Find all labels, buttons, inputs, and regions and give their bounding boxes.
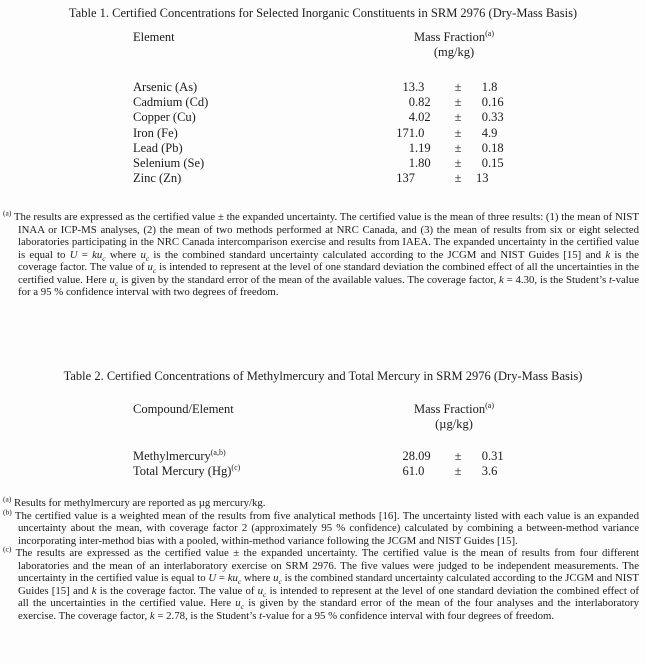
table-row [133, 95, 513, 110]
footnote-text-segment: u [140, 248, 146, 261]
footnote [3, 506, 639, 548]
mass-fraction-label: Mass Fraction [413, 402, 486, 416]
footnote-text-segment: Results for methylmercury are reported as µg mercury/kg. [14, 497, 266, 509]
element-label: Lead (Pb) [133, 140, 183, 155]
uncertainty-integer: 0 [481, 95, 488, 110]
table2-col2-header [395, 402, 513, 432]
uncertainty-fraction: .31 [488, 449, 504, 463]
table1-col2-header [395, 30, 513, 60]
footnote-marker: (c) [3, 544, 12, 554]
value-fraction: .3 [415, 80, 425, 94]
footnote-text-segment: ku [92, 248, 103, 261]
footnote-text-segment: is the coverage factor. The value of [18, 248, 639, 273]
footnote-text-segment: u [257, 584, 264, 597]
value-integer: 1 [408, 156, 415, 171]
table-row [133, 156, 513, 171]
table1-rows [133, 80, 513, 186]
footnote-text-segment: -value for a 95 % confidence interval with two degrees of freedom. [18, 273, 639, 298]
table2-title: Table 2. Certified Concentrations of Methylmercury and Total Mercury in SRM 2976 (Dry-Mass Basis) [63, 369, 583, 383]
uncertainty-integer: 13 [476, 171, 489, 186]
footnote-ref: (a) [485, 400, 495, 410]
plus-minus-sign: ± [454, 140, 462, 155]
footnote-text-segment: = 2.78, is the Student’s [154, 609, 260, 622]
plus-minus-sign: ± [454, 110, 462, 125]
element-label: Arsenic (As) [133, 80, 198, 94]
uncertainty-integer: 0 [481, 449, 488, 463]
uncertainty-fraction: .18 [488, 140, 504, 155]
footnote-text-segment: u [273, 572, 279, 584]
table-row [133, 110, 513, 125]
uncertainty-integer: 4 [481, 125, 488, 140]
footnote-text-segment: k [91, 584, 97, 597]
footnote-text-segment: u [109, 273, 115, 286]
footnote [3, 544, 640, 622]
footnote-text-segment: k [605, 248, 611, 261]
footnote-text-segment: k [149, 609, 155, 622]
footnote-text-segment: U [208, 572, 217, 584]
footnote-text-segment: The results are expressed as the certified value ± the expanded uncertainty. The certified value is the mean of three results: (1) the mean of NIST INAA or ICP-MS analyses, (2) the mean of two methods performed at NRC Canada, and (3) the mean of results from six or eight selected laboratories participating in the NRC Canada intercomparison exercise and results from IAEA. The expanded uncertainty in the certified value is equal to [13, 211, 639, 261]
footnote-text-segment: c [152, 266, 157, 276]
element-label: Selenium (Se) [133, 156, 205, 171]
uncertainty-fraction: .8 [488, 80, 498, 94]
uncertainty-fraction: .6 [488, 464, 498, 479]
table-row [133, 141, 513, 156]
footnote-text-segment: is given by the standard error of the mean of the available values. The coverage factor, [118, 273, 499, 286]
element-label: Iron (Fe) [133, 125, 178, 140]
footnote-text-segment: u [147, 261, 153, 273]
footnote-ref: (c) [231, 463, 241, 473]
footnote-text-segment: is intended to represent at the level of one standard deviation the combined effect of all the uncertainties in the certified value. Here [18, 261, 639, 286]
plus-minus-sign: ± [454, 95, 462, 110]
uncertainty-integer: 0 [481, 110, 488, 125]
footnote-text-segment: is intended to represent at the level of one standard deviation the combined effect of all the uncertainties in the certified value. Here [18, 584, 640, 609]
value-integer: 28 [402, 449, 415, 463]
uncertainty-fraction: .33 [488, 110, 504, 125]
element-label: Copper (Cu) [133, 110, 196, 125]
element-label: Zinc (Zn) [133, 171, 182, 186]
table-row [133, 80, 513, 95]
element-label: Methylmercury$^{(a,b)}$ [133, 447, 226, 463]
footnote-text-segment: = [216, 572, 228, 584]
footnote-text-segment: c [114, 278, 119, 288]
table1-col1-header: Element [133, 30, 175, 44]
table2-col1-header: Compound/Element [133, 402, 234, 416]
footnote-marker: (a) [3, 494, 12, 504]
footnote-marker: (b) [3, 506, 12, 516]
plus-minus-sign: ± [454, 80, 462, 94]
footnote [3, 208, 639, 299]
plus-minus-sign: ± [454, 449, 462, 463]
footnote-text-segment: k [499, 273, 504, 286]
table1-unit-label: (mg/kg) [433, 45, 475, 60]
value-fraction: .0 [415, 464, 425, 479]
footnote-text-segment: where [241, 572, 274, 584]
footnote-ref: (a) [485, 28, 495, 38]
footnote [3, 494, 639, 510]
footnote-ref: (a,b) [210, 447, 226, 457]
uncertainty-fraction: .16 [488, 95, 504, 110]
table1-header [133, 30, 513, 60]
footnote-text-segment: c [263, 589, 267, 599]
footnote-text-segment: The results are expressed as the certified value ± the expanded uncertainty. The certified value is the mean of results from four different laboratories and the mean of an interlaboratory exercise on SRM 2976. The five values were judged to be independent measurements. The uncertainty in the certified value is equal to [15, 547, 639, 584]
table2-header [133, 402, 513, 432]
plus-minus-sign: ± [454, 156, 462, 171]
mass-fraction-label: Mass Fraction [413, 30, 486, 44]
uncertainty-fraction: .9 [488, 125, 498, 140]
value-integer: 13 [402, 80, 415, 94]
value-integer: 171 [396, 125, 415, 140]
value-integer: 61 [402, 464, 415, 479]
footnote-text-segment: is given by the standard error of the mean of the four analyses and the interlaboratory exercise. The coverage factor, [18, 597, 639, 622]
plus-minus-sign: ± [454, 464, 462, 479]
value-fraction [415, 171, 440, 186]
footnote-marker: (a) [3, 208, 12, 218]
footnote-text-segment: is the combined standard uncertainty calculated according to the JCGM and NIST Guides [15] and [18, 572, 640, 597]
table1-header-row [133, 30, 513, 60]
element-label: Total Mercury $(Hg)^{(c)}$ [133, 463, 241, 479]
footnote-text-segment: = [77, 248, 93, 261]
table2-rows [133, 449, 513, 479]
footnote-text-segment: is the coverage factor. The value of [96, 584, 258, 597]
plus-minus-sign: ± [454, 125, 462, 140]
value-fraction: .02 [415, 110, 431, 125]
footnote-text-segment: u [235, 597, 241, 609]
value-integer: 137 [396, 171, 415, 186]
value-fraction: .19 [415, 140, 431, 155]
footnote-text-segment: -value for a 95 % confidence interval with four degrees of freedom. [262, 609, 555, 622]
table-row [133, 464, 513, 479]
uncertainty-integer: 0 [481, 140, 488, 155]
footnote-text-segment: c [145, 253, 150, 263]
uncertainty-fraction: .15 [488, 156, 504, 171]
footnote-text-segment: c [278, 577, 282, 587]
value-integer: 0 [408, 95, 415, 110]
table-row [133, 126, 513, 141]
uncertainty-fraction [488, 171, 513, 186]
table1-title: Table 1. Certified Concentrations for Selected Inorganic Constituents in SRM 2976 (Dry-Mass Basis) [68, 6, 578, 20]
plus-minus-sign: ± [454, 171, 462, 186]
footnote-text-segment: U [69, 248, 78, 261]
value-fraction: .09 [415, 449, 431, 463]
table-row [133, 171, 513, 186]
footnote-text-segment: ku [227, 572, 238, 584]
value-fraction: .80 [415, 156, 431, 171]
value-fraction: .0 [415, 125, 425, 140]
footnote-text-segment: c [102, 253, 106, 263]
footnote-text-segment: c [240, 602, 245, 612]
footnote-text-segment: where [105, 248, 141, 261]
value-integer: 4 [408, 110, 415, 125]
table1-footnotes [3, 208, 639, 299]
footnote-text-segment: The certified value is a weighted mean of the results from five analytical methods [16]. The uncertainty listed with each value is an expanded uncertainty about the mean, with coverage factor 2 (approximately 95 % confidence) calculated by combining a between-method variance incorporating inter-method bias with a pooled, within-method variance following the JCGM and NIST Guides [15]. [14, 509, 639, 547]
uncertainty-integer: 3 [481, 464, 488, 479]
footnote-text-segment: c [237, 577, 242, 587]
table2-header-row [133, 402, 513, 432]
table-row [133, 449, 513, 464]
footnote-text-segment: t [259, 609, 263, 622]
footnote-text-segment: t [609, 273, 613, 286]
uncertainty-integer: 1 [481, 80, 488, 94]
footnote-text-segment: is the combined standard uncertainty calculated according to the JCGM and NIST Guides [15] and [149, 248, 606, 261]
element-label: Cadmium (Cd) [133, 95, 209, 110]
table2-unit-label: (µg/kg) [435, 417, 473, 432]
uncertainty-integer: 0 [481, 156, 488, 171]
value-integer: 1 [408, 140, 415, 155]
value-fraction: .82 [415, 95, 431, 110]
table2-footnotes [3, 494, 640, 622]
footnote-text-segment: = 4.30, is the Student’s [503, 273, 610, 286]
